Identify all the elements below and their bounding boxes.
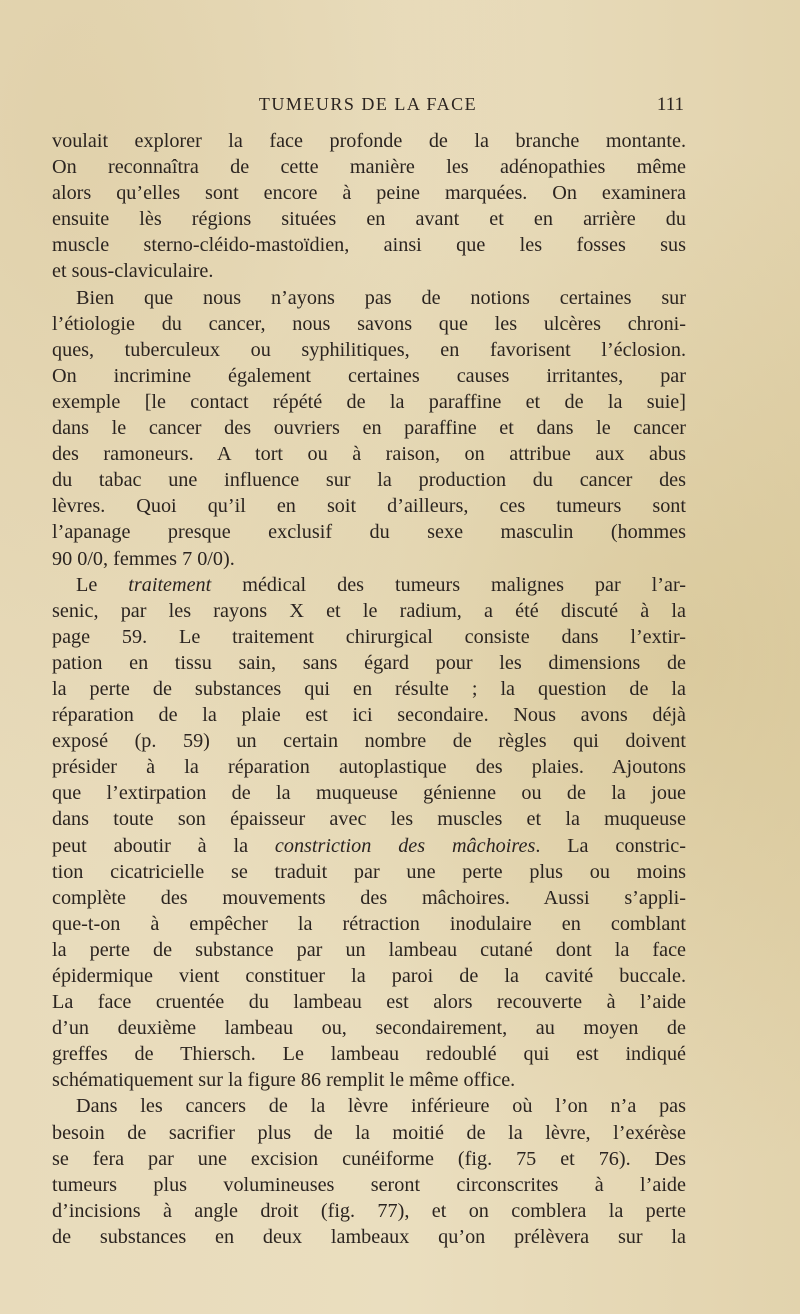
emphasis-traitement: traitement — [128, 573, 212, 596]
text-line: ensuite lès régions situées en avant et en arrière du — [52, 208, 686, 231]
page-header — [52, 90, 684, 120]
text-line: page 59. Le traitement chirurgical consiste dans l’extir- — [52, 625, 686, 648]
text-line: 90 0/0, femmes 7 0/0). — [52, 547, 235, 570]
text-line: lèvres. Quoi qu’il en soit d’ailleurs, ces tumeurs sont — [52, 495, 686, 518]
text-line: La face cruentée du lambeau est alors recouverte à l’aide — [52, 991, 686, 1014]
text-line: muscle sterno-cléido-mastoïdien, ainsi que les fosses sus — [52, 234, 686, 257]
text-line: voulait explorer la face profonde de la branche montante. — [52, 130, 686, 152]
text-line: l’apanage presque exclusif du sexe masculin (hommes — [52, 521, 686, 544]
text-line: senic, par les rayons X et le radium, a été discuté à la — [52, 599, 686, 622]
text-line: de substances en deux lambeaux qu’on prélèvera sur la — [52, 1225, 686, 1248]
text-line: Bien que nous n’ayons pas de notions certaines sur — [76, 286, 686, 309]
text-line: complète des mouvements des mâchoires. Aussi s’appli- — [52, 886, 686, 909]
text-line: se fera par une excision cunéiforme (fig. 75 et 76). Des — [52, 1147, 686, 1170]
text-line: dans le cancer des ouvriers en paraffine et dans le cancer — [52, 417, 686, 440]
text-line: Dans les cancers de la lèvre inférieure où l’on n’a pas — [76, 1095, 686, 1118]
text-line: On reconnaîtra de cette manière les adénopathies même — [52, 156, 686, 179]
text-line — [52, 833, 686, 859]
emphasis-constriction: constriction des mâchoires — [274, 834, 536, 857]
text-line: que-t-on à empêcher la rétraction inodulaire en comblant — [52, 912, 686, 935]
running-title: TUMEURS DE LA FACE — [258, 94, 478, 114]
text-line: que l’extirpation de la muqueuse génienne ou de la joue — [52, 782, 686, 805]
text-line: dans toute son épaisseur avec les muscles et la muqueuse — [52, 808, 686, 831]
text-line: épidermique vient constituer la paroi de la cavité buccale. — [52, 965, 686, 987]
text-line: pation en tissu sain, sans égard pour les dimensions de — [52, 651, 686, 674]
text-line: du tabac une influence sur la production du cancer des — [52, 469, 686, 492]
text-line: tion cicatricielle se traduit par une perte plus ou moins — [52, 860, 686, 883]
text-line: tumeurs plus volumineuses seront circonscrites à l’aide — [52, 1173, 686, 1196]
text-line: réparation de la plaie est ici secondaire. Nous avons déjà — [52, 704, 686, 727]
text-line: d’un deuxième lambeau ou, secondairement, au moyen de — [52, 1017, 686, 1040]
text-line: exemple [le contact répété de la paraffine et de la suie] — [52, 390, 686, 413]
text-fragment: Le — [76, 573, 129, 596]
text-fragment: peut aboutir à la — [52, 834, 275, 857]
text-line: des ramoneurs. A tort ou à raison, on attribue aux abus — [52, 443, 686, 466]
text-line: On incrimine également certaines causes irritantes, par — [52, 364, 686, 387]
page-number: 111 — [656, 94, 684, 115]
text-line: besoin de sacrifier plus de la moitié de la lèvre, l’exérèse — [52, 1121, 686, 1144]
text-line: la perte de substances qui en résulte ; la question de la — [52, 677, 686, 700]
text-line: schématiquement sur la figure 86 remplit le même office. — [52, 1069, 516, 1092]
text-line: exposé (p. 59) un certain nombre de règles qui doivent — [52, 730, 686, 753]
text-fragment: . La constric- — [535, 834, 686, 857]
text-line: la perte de substance par un lambeau cutané dont la face — [52, 938, 686, 961]
text-line: greffes de Thiersch. Le lambeau redoublé qui est indiqué — [52, 1043, 686, 1066]
text-line: alors qu’elles sont encore à peine marquées. On examinera — [52, 182, 686, 205]
text-line: et sous-claviculaire. — [52, 260, 214, 283]
text-fragment: médical des tumeurs malignes par l’ar- — [211, 573, 686, 596]
text-line: d’incisions à angle droit (fig. 77), et on comblera la perte — [52, 1199, 686, 1222]
text-line: présider à la réparation autoplastique des plaies. Ajoutons — [52, 756, 686, 779]
text-line: l’étiologie du cancer, nous savons que les ulcères chroni- — [52, 312, 686, 335]
body-text — [52, 128, 686, 1250]
text-line — [52, 572, 686, 598]
text-line: ques, tuberculeux ou syphilitiques, en favorisent l’éclosion. — [52, 338, 686, 361]
